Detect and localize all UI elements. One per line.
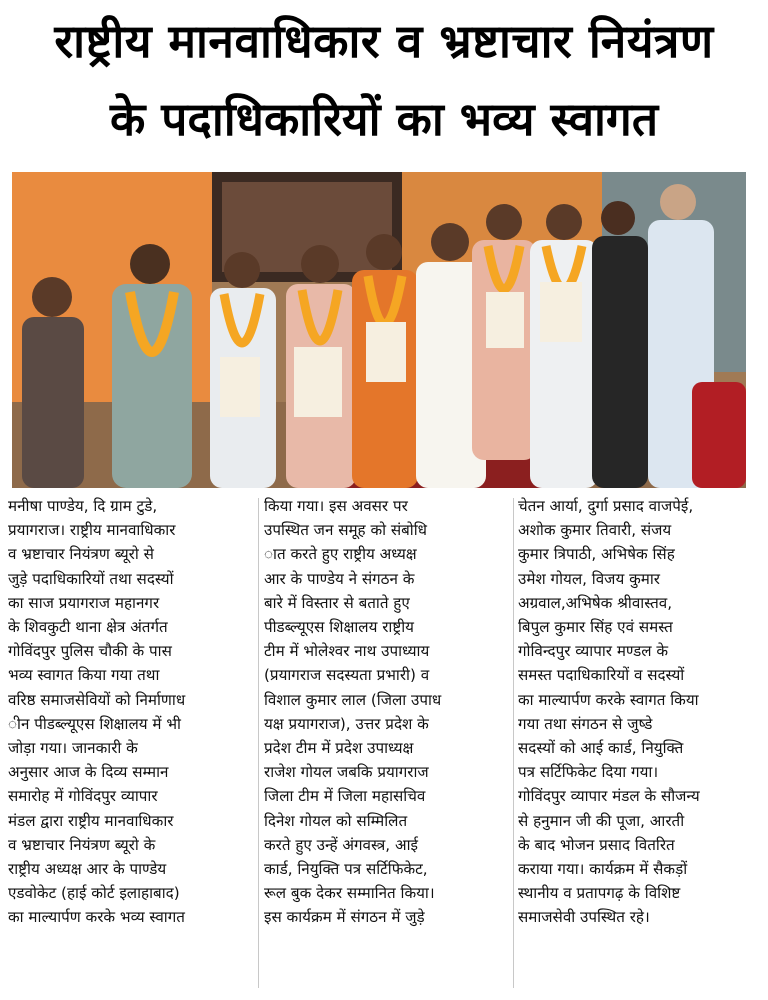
text-line: राष्ट्रीय अध्यक्ष आर के पाण्डेय	[8, 860, 167, 879]
text-line: से हनुमान जी की पूजा, आरती	[518, 811, 685, 830]
text-line: दिनेश गोयल को सम्मिलित	[264, 811, 408, 830]
text-line: ात करते हुए राष्ट्रीय अध्यक्ष	[264, 545, 417, 564]
column-divider	[513, 498, 514, 988]
text-line: ीन पीडब्ल्यूएस शिक्षालय में भी	[8, 714, 181, 733]
text-line: वरिष्ठ समाजसेवियों को निर्माणाध	[8, 690, 186, 709]
text-line: मंडल द्वारा राष्ट्रीय मानवाधिकार	[8, 811, 174, 830]
text-line: करते हुए उन्हें अंगवस्त्र, आई	[264, 835, 418, 854]
text-line: उपस्थित जन समूह को संबोधि	[264, 521, 428, 540]
article-column-1	[8, 494, 254, 994]
text-line: अशोक कुमार तिवारी, संजय	[518, 521, 672, 540]
text-line: टीम में भोलेश्वर नाथ उपाध्याय	[264, 642, 430, 661]
text-line: बारे में विस्तार से बताते हुए	[264, 593, 410, 612]
news-photo	[12, 172, 746, 488]
article-column-2	[264, 494, 510, 994]
text-line: जुड़े पदाधिकारियों तथा सदस्यों	[8, 569, 174, 588]
text-line: प्रदेश टीम में प्रदेश उपाध्यक्ष	[264, 739, 414, 758]
text-line: जोड़ा गया। जानकारी के	[8, 739, 138, 758]
group-photo-illustration	[12, 172, 746, 488]
text-line: गोविंदपुर व्यापार मंडल के सौजन्य	[518, 787, 700, 806]
text-line: समस्त पदाधिकारियों व सदस्यों	[518, 666, 685, 685]
text-line: पीडब्ल्यूएस शिक्षालय राष्ट्रीय	[264, 618, 414, 637]
text-line: गया तथा संगठन से जुष्डे	[518, 714, 653, 733]
text-line: भव्य स्वागत किया गया तथा	[8, 666, 160, 685]
headline-line-2: के पदाधिकारियों का भव्य स्वागत	[109, 92, 659, 146]
text-line: गोविन्दपुर व्यापार मण्डल के	[518, 642, 669, 661]
text-line: के शिवकुटी थाना क्षेत्र अंतर्गत	[8, 618, 168, 637]
text-line: बिपुल कुमार सिंह एवं समस्त	[518, 618, 673, 637]
article-column-3	[518, 494, 764, 994]
text-line: का माल्यार्पण करके स्वागत किया	[518, 690, 699, 709]
text-line: स्थानीय व प्रतापगढ़ के विशिष्ट	[518, 884, 681, 903]
text-line: सदस्यों को आई कार्ड, नियुक्ति	[518, 739, 684, 758]
text-line: आर के पाण्डेय ने संगठन के	[264, 569, 415, 588]
column-divider	[258, 498, 259, 988]
text-line: एडवोकेट (हाई कोर्ट इलाहाबाद)	[8, 884, 180, 903]
text-line: यक्ष प्रयागराज), उत्तर प्रदेश के	[264, 714, 429, 733]
text-line: उमेश गोयल, विजय कुमार	[518, 569, 660, 588]
headline-line-1: राष्ट्रीय मानवाधिकार व भ्रष्टाचार नियंत्रण	[54, 14, 714, 68]
text-line: के बाद भोजन प्रसाद वितरित	[518, 835, 675, 854]
text-line: का साज प्रयागराज महानगर	[8, 593, 160, 612]
text-line: जिला टीम में जिला महासचिव	[264, 787, 426, 806]
text-line: समारोह में गोविंदपुर व्यापार	[8, 787, 158, 806]
text-line: कुमार त्रिपाठी, अभिषेक सिंह	[518, 545, 675, 564]
text-line: पत्र सर्टिफिकेट दिया गया।	[518, 763, 659, 782]
text-line: रूल बुक देकर सम्मानित किया।	[264, 884, 435, 903]
text-line: कराया गया। कार्यक्रम में सैकड़ों	[518, 860, 688, 879]
text-line: गोविंदपुर पुलिस चौकी के पास	[8, 642, 172, 661]
text-line: मनीषा पाण्डेय, दि ग्राम टुडे,	[8, 497, 158, 515]
text-line: अग्रवाल,अभिषेक श्रीवास्तव,	[518, 593, 673, 612]
text-line: व भ्रष्टाचार नियंत्रण ब्यूरो से	[8, 545, 154, 564]
text-line: इस कार्यक्रम में संगठन में जुड़े	[264, 908, 425, 927]
text-line: का माल्यार्पण करके भव्य स्वागत	[8, 908, 185, 927]
text-line: चेतन आर्या, दुर्गा प्रसाद वाजपेई,	[518, 497, 694, 515]
text-line: विशाल कुमार लाल (जिला उपाध	[264, 690, 442, 709]
text-line: किया गया। इस अवसर पर	[264, 497, 408, 515]
text-line: (प्रयागराज सदस्यता प्रभारी) व	[264, 666, 430, 685]
text-line: राजेश गोयल जबकि प्रयागराज	[264, 763, 429, 782]
text-line: समाजसेवी उपस्थित रहे।	[518, 908, 650, 927]
text-line: अनुसार आज के दिव्य सम्मान	[8, 763, 169, 782]
text-line: कार्ड, नियुक्ति पत्र सर्टिफिकेट,	[264, 860, 428, 879]
headline	[0, 0, 768, 170]
text-line: प्रयागराज। राष्ट्रीय मानवाधिकार	[8, 521, 176, 540]
text-line: व भ्रष्टाचार नियंत्रण ब्यूरो के	[8, 835, 156, 854]
article-body	[8, 494, 760, 994]
